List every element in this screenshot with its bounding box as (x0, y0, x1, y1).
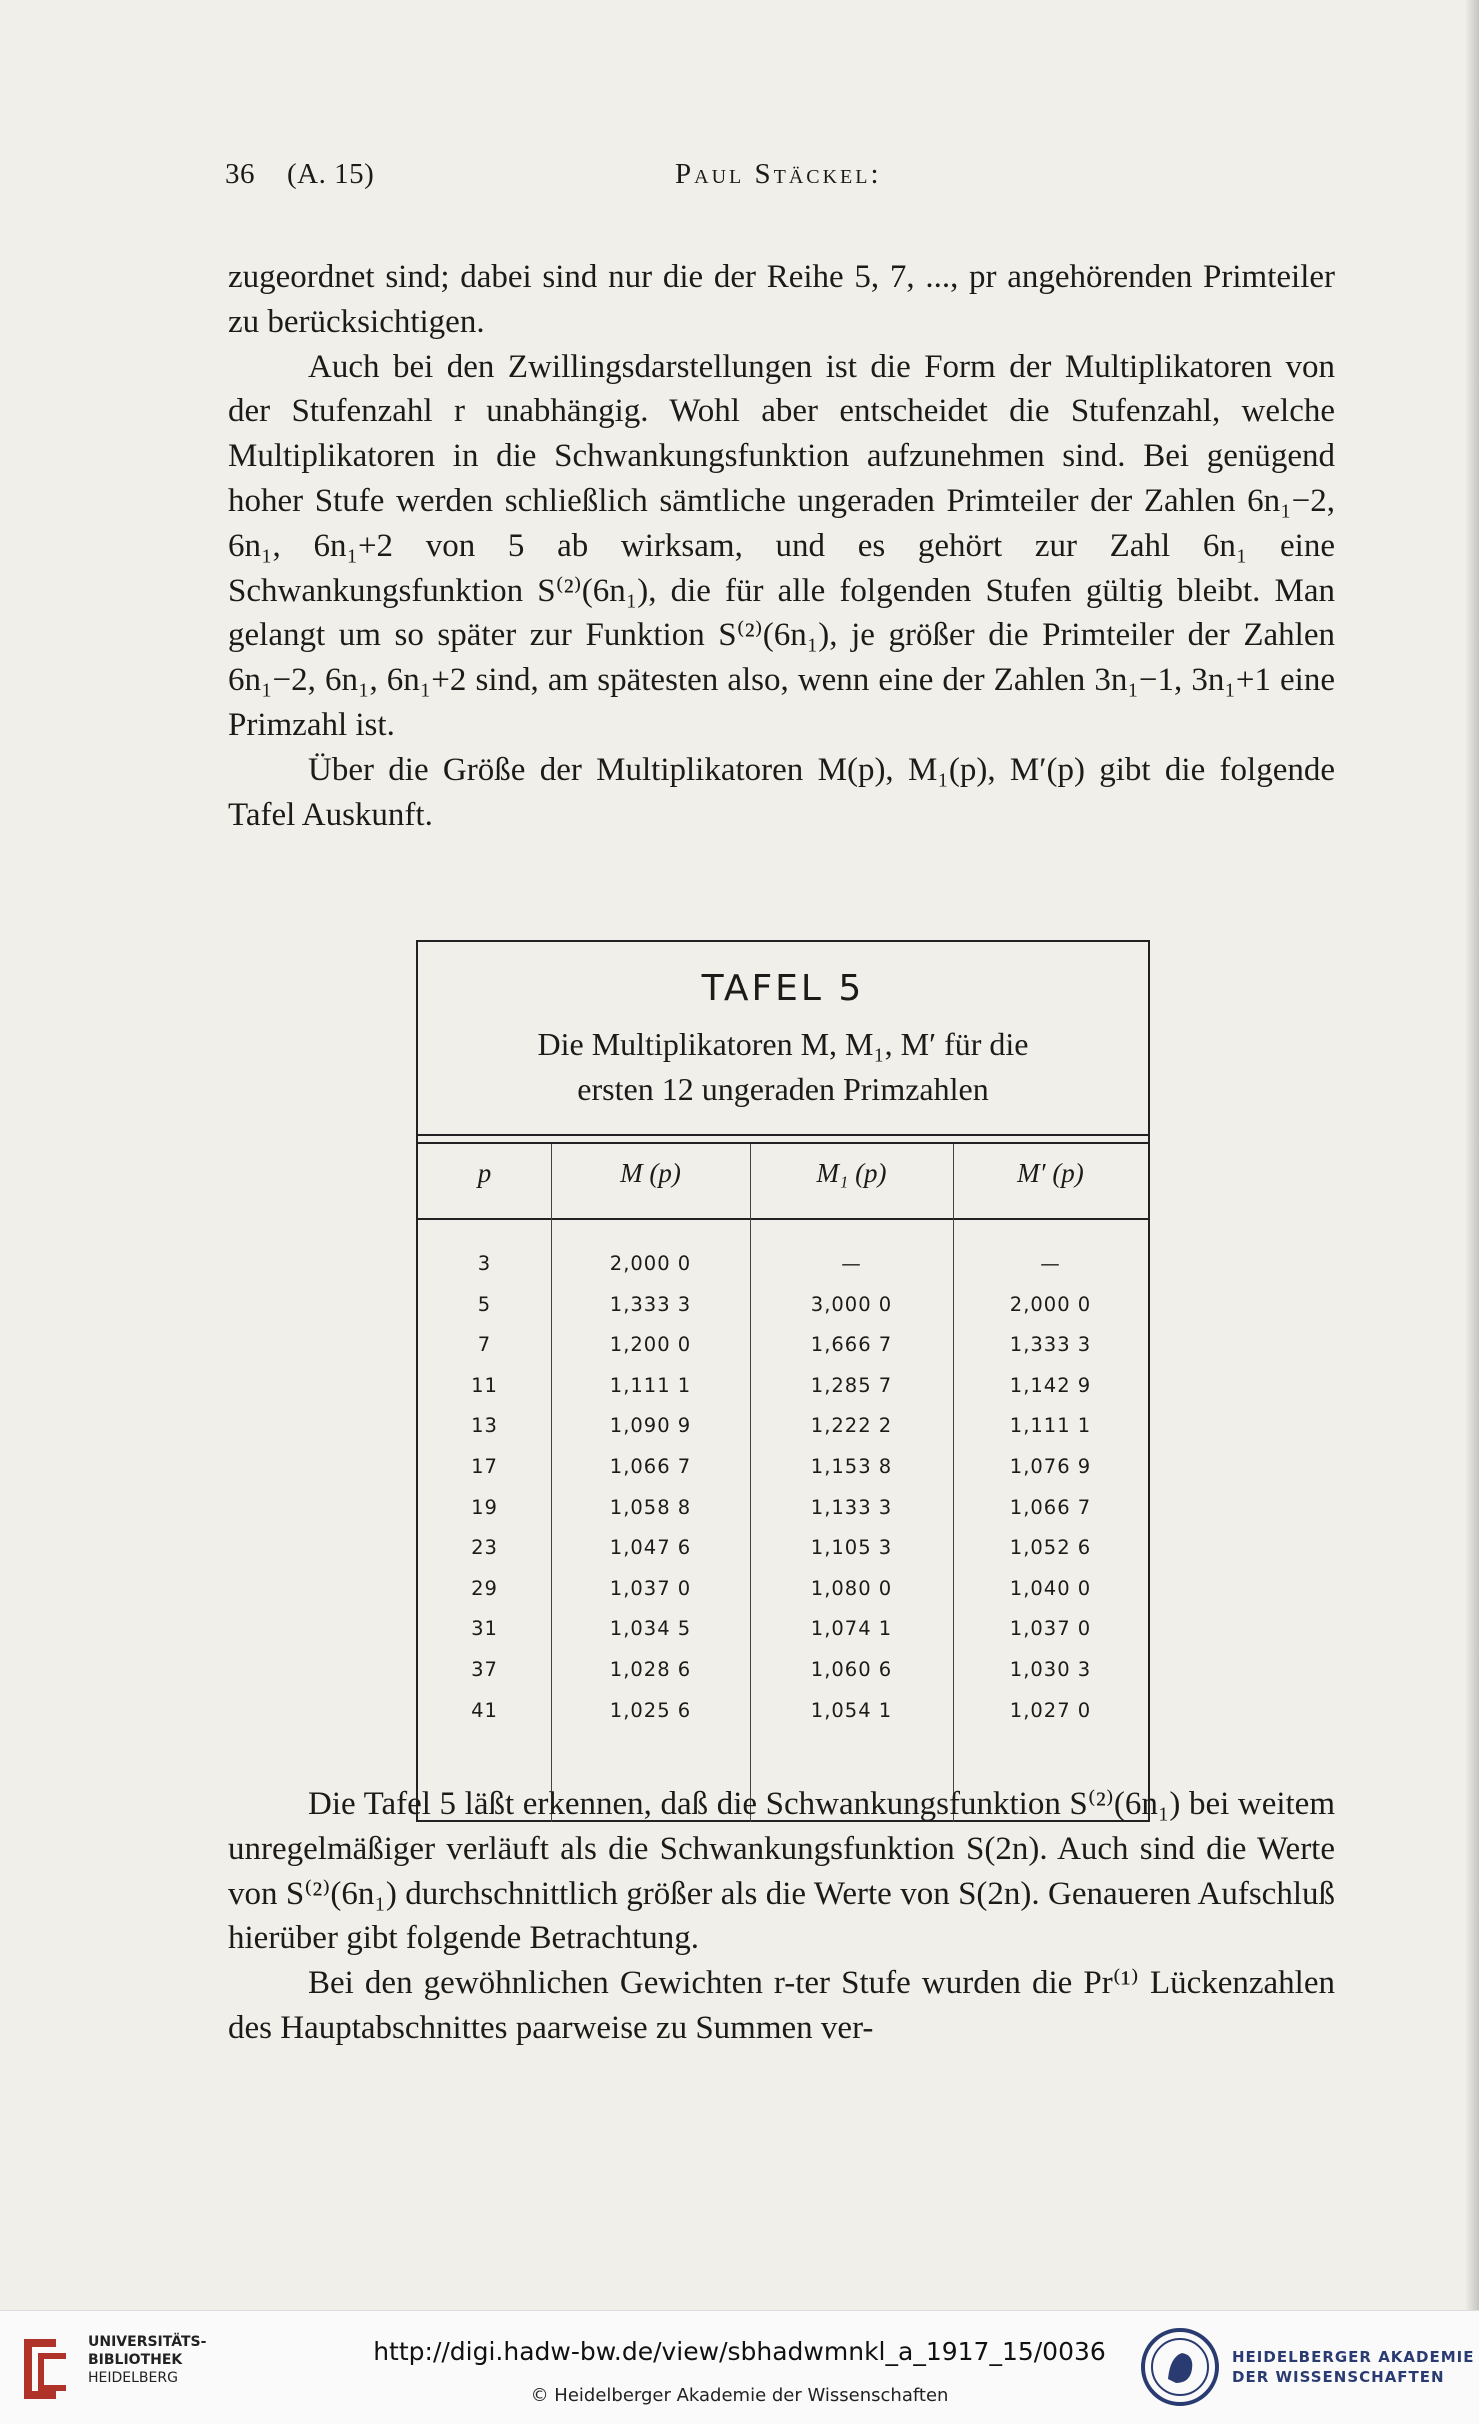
table-cell: 11 (471, 1373, 498, 1397)
text-bottom (228, 1782, 1335, 2051)
table-caption (418, 1022, 1148, 1112)
table-cell: 1,142 9 (1009, 1373, 1092, 1397)
table-cell: 5 (477, 1292, 492, 1316)
table-cell: — (841, 1252, 862, 1275)
table-rule-top-1 (418, 1134, 1148, 1136)
paragraph-1: zugeordnet sind; dabei sind nur die der Reihe 5, 7, ..., pr angehörenden Primteiler zu berücksichtigen. (228, 259, 1335, 340)
table-cell: 13 (471, 1414, 498, 1438)
table-row (418, 1455, 1148, 1495)
table-cell: 1,058 8 (609, 1495, 692, 1519)
table-cell: 1,200 0 (609, 1333, 692, 1357)
table-cell: 3 (477, 1252, 492, 1275)
table-cell: 1,034 5 (609, 1617, 692, 1641)
table-cell: 41 (471, 1698, 498, 1722)
col-header-m1: M₁ (p) (816, 1158, 887, 1188)
table-cell: 31 (471, 1617, 498, 1641)
paragraph-3: Über die Größe der Multiplikatoren M(p), M₁(p), M′(p) gibt die folgende Tafel Auskunft. (228, 751, 1335, 833)
table-cell: 1,066 7 (609, 1455, 692, 1478)
table-title: TAFEL 5 (701, 968, 865, 1009)
table-cell: 23 (471, 1536, 498, 1560)
table-cell: 29 (471, 1576, 498, 1600)
table-cell: 1,333 3 (1009, 1333, 1092, 1357)
table-cell: 1,090 9 (609, 1414, 692, 1438)
table-cell: 7 (477, 1333, 492, 1357)
table-row (418, 1293, 1148, 1333)
table-row (418, 1333, 1148, 1373)
table-row (418, 1658, 1148, 1698)
table-cell: 1,111 1 (609, 1373, 692, 1397)
footer-bar (0, 2310, 1479, 2424)
table-row (418, 1414, 1148, 1454)
table-cell: 1,333 3 (609, 1292, 692, 1316)
table-rule-header (418, 1218, 1148, 1220)
col-header-m: M (p) (620, 1158, 681, 1188)
table-cell: 1,133 3 (810, 1495, 893, 1519)
table-cell: 1,052 6 (1009, 1536, 1092, 1560)
table-row (418, 1577, 1148, 1617)
col-header-mprime: M′ (p) (1017, 1158, 1084, 1188)
table-row (418, 1536, 1148, 1576)
table-cell: 1,066 7 (1009, 1495, 1092, 1519)
col-header-p: p (477, 1158, 492, 1188)
table-cell: 1,076 9 (1009, 1455, 1092, 1478)
table-cell: 1,047 6 (609, 1536, 692, 1560)
paragraph-4: Die Tafel 5 läßt erkennen, daß die Schwankungsfunktion S⁽²⁾(6n₁) bei weitem unregelmäßiger verläuft als die Schwankungsfunktion S(2n). Auch sind die Werte von S⁽²⁾(6n₁) durchschnittlich größer als die Werte von S(2n). Genaueren Aufschluß hierüber gibt folgende Betrachtung. (228, 1786, 1335, 1957)
table-cell: 1,040 0 (1009, 1576, 1092, 1600)
table-rule-top-2 (418, 1142, 1148, 1144)
table-cell: 1,111 1 (1009, 1414, 1092, 1438)
table-cell: 1,666 7 (810, 1333, 893, 1357)
table-cell: 1,060 6 (810, 1658, 893, 1681)
table-cell: 17 (471, 1455, 498, 1478)
table-row (418, 1617, 1148, 1657)
table-cell: — (1040, 1252, 1061, 1275)
table-cell: 1,028 6 (609, 1658, 692, 1681)
table-cell: 1,105 3 (810, 1536, 893, 1560)
table-caption-line-1: Die Multiplikatoren M, M₁, M′ für die (537, 1026, 1029, 1062)
page-edge-shadow (1465, 0, 1479, 2310)
table-row (418, 1699, 1148, 1739)
table-cell: 19 (471, 1495, 498, 1519)
paragraph-2: Auch bei den Zwillingsdarstellungen ist die Form der Multiplikatoren von der Stufenzahl r unabhängig. Wohl aber entscheidet die Stufenzahl, welche Multiplikatoren in die Schwankungsfunktion aufzunehmen sind. Bei genügend hoher Stufe werden schließlich sämtliche ungeraden Primteiler der Zahlen 6n₁−2, 6n₁, 6n₁+2 von 5 ab wirksam, und es gehört zur Zahl 6n₁ eine Schwankungsfunktion S⁽²⁾(6n₁), die für alle folgenden Stufen gültig bleibt. Man gelangt um so später zur Funktion S⁽²⁾(6n₁), je größer die Primteiler der Zahlen 6n₁−2, 6n₁, 6n₁+2 sind, am spätesten also, wenn eine der Zahlen 3n₁−1, 3n₁+1 eine Primzahl ist. (228, 348, 1335, 743)
copyright-text: © Heidelberger Akademie der Wissenschaften (530, 2385, 949, 2406)
table-cell: 2,000 0 (609, 1252, 692, 1275)
page-number: 36 (225, 158, 255, 190)
running-header (225, 158, 1329, 198)
table-cell: 3,000 0 (810, 1292, 893, 1316)
table-cell: 1,027 0 (1009, 1698, 1092, 1722)
table-row (418, 1374, 1148, 1414)
table-caption-line-2: ersten 12 ungeraden Primzahlen (577, 1071, 989, 1107)
source-url-link[interactable]: http://digi.hadw-bw.de/view/sbhadwmnkl_a_1917_15/0036 (373, 2337, 1106, 2366)
table-cell: 1,222 2 (810, 1414, 893, 1438)
reference-label: (A. 15) (287, 158, 375, 190)
table-cell: 1,037 0 (609, 1576, 692, 1600)
table-cell: 1,080 0 (810, 1576, 893, 1600)
table-cell: 37 (471, 1658, 498, 1681)
table-cell: 1,153 8 (810, 1455, 893, 1478)
table-cell: 2,000 0 (1009, 1292, 1092, 1316)
table-row (418, 1252, 1148, 1292)
table-cell: 1,030 3 (1009, 1658, 1092, 1681)
table-cell: 1,037 0 (1009, 1617, 1092, 1641)
author-name: Paul Stäckel: (675, 158, 882, 190)
paragraph-5: Bei den gewöhnlichen Gewichten r-ter Stufe wurden die Pr⁽¹⁾ Lückenzahlen des Hauptabschnittes paarweise zu Summen ver- (228, 1965, 1335, 2046)
academy-seal-icon (1140, 2327, 1220, 2407)
table-cell: 1,074 1 (810, 1617, 893, 1641)
academy-name: HEIDELBERGER AKADEMIE DER WISSENSCHAFTEN (1232, 2348, 1475, 2386)
table-cell: 1,054 1 (810, 1698, 893, 1722)
table-cell: 1,025 6 (609, 1698, 692, 1722)
text-top (228, 255, 1335, 837)
table-cell: 1,285 7 (810, 1373, 893, 1397)
university-library-name: UNIVERSITÄTS- BIBLIOTHEK HEIDELBERG (88, 2334, 207, 2386)
table-row (418, 1496, 1148, 1536)
